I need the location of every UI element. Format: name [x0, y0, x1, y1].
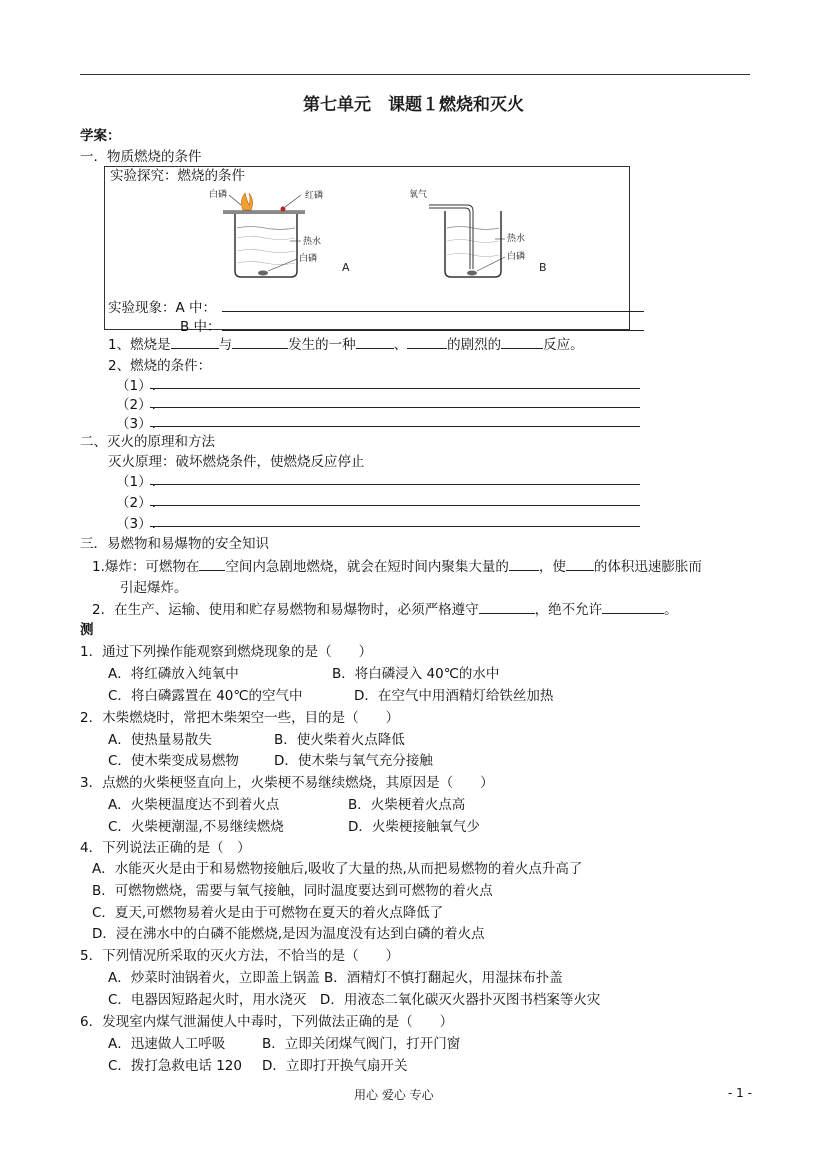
- q2-option-c[interactable]: C．使木柴变成易燃物: [108, 753, 239, 769]
- observation-b-blank[interactable]: [222, 330, 644, 331]
- q1-option-d[interactable]: D．在空气中用酒精灯给铁丝加热: [354, 688, 554, 704]
- q3-option-a[interactable]: A．火柴梗温度达不到着火点: [108, 797, 280, 813]
- q6-option-a[interactable]: A．迅速做人工呼吸: [108, 1036, 226, 1052]
- blank-forbidden[interactable]: [602, 601, 664, 614]
- method-3-label: （3）.: [116, 516, 156, 532]
- condition-2-blank[interactable]: [150, 407, 640, 408]
- label-hot-water-b: 热水: [507, 234, 526, 244]
- observation-b-label: B 中：: [180, 319, 221, 335]
- section3-heading: 三．易燃物和易爆物的安全知识: [80, 536, 269, 552]
- explosion-definition: 1.爆炸：可燃物在 空间内急剧地燃烧，就会在短时间内聚集大量的 ，使 的体积迅速膨胀而: [92, 559, 702, 575]
- section1-heading: 一．物质燃烧的条件: [80, 149, 202, 165]
- question-3-stem: 3．点燃的火柴梗竖直向上，火柴梗不易继续燃烧，其原因是（ ）: [80, 775, 494, 791]
- q4-option-b[interactable]: B．可燃物燃烧，需要与氧气接触，同时温度要达到可燃物的着火点: [92, 883, 493, 899]
- figure-a-beaker: [205, 183, 365, 283]
- condition-2-label: （2）.: [116, 397, 156, 413]
- xuean-label: 学案：: [80, 128, 121, 144]
- method-2-label: （2）.: [116, 495, 156, 511]
- label-b: B: [539, 261, 547, 274]
- observation-a-blank[interactable]: [222, 311, 644, 312]
- q6-option-d[interactable]: D．立即打开换气扇开关: [262, 1058, 408, 1074]
- blank-rules[interactable]: [479, 601, 535, 614]
- label-white-phosphorus-2: 白磷: [299, 254, 318, 264]
- figure-b-beaker: [405, 183, 565, 283]
- combustion-definition: 1、燃烧是 与 发生的一种 、 的剧烈的 反应。: [108, 337, 584, 353]
- blank-heat[interactable]: [509, 558, 539, 571]
- blank-5[interactable]: [501, 336, 543, 349]
- label-hot-water: 热水: [303, 237, 322, 247]
- question-4-stem: 4．下列说法正确的是（ ）: [80, 840, 251, 856]
- q2-option-a[interactable]: A．使热量易散失: [108, 732, 212, 748]
- q6-option-b[interactable]: B．立即关闭煤气阀门，打开门窗: [262, 1036, 461, 1052]
- condition-1-blank[interactable]: [150, 388, 640, 389]
- q4-option-d[interactable]: D．浸在沸水中的白磷不能燃烧,是因为温度没有达到白磷的着火点: [92, 926, 485, 942]
- page-title: 第七单元 课题１燃烧和灭火: [303, 95, 524, 115]
- q6-option-c[interactable]: C．拨打急救电话 120: [108, 1058, 242, 1074]
- method-2-blank[interactable]: [150, 505, 640, 506]
- blank-space[interactable]: [199, 558, 225, 571]
- q3-option-c[interactable]: C．火柴梗潮湿,不易继续燃烧: [108, 819, 284, 835]
- blank-1[interactable]: [171, 336, 219, 349]
- blank-4[interactable]: [407, 336, 447, 349]
- q3-option-b[interactable]: B．火柴梗着火点高: [348, 797, 466, 813]
- q2-option-b[interactable]: B．使火柴着火点降低: [274, 732, 405, 748]
- label-red-phosphorus: 红磷: [305, 191, 324, 201]
- label-white-phosphorus-b: 白磷: [507, 252, 526, 262]
- safety-rule: 2．在生产、运输、使用和贮存易燃物和易爆物时，必须严格遵守 ，绝不允许 。: [92, 602, 678, 618]
- label-oxygen: 氧气: [409, 190, 428, 200]
- method-1-blank[interactable]: [150, 484, 640, 485]
- method-3-blank[interactable]: [150, 526, 640, 527]
- q1-option-c[interactable]: C．将白磷露置在 40℃的空气中: [108, 688, 303, 704]
- label-white-phosphorus: 白磷: [209, 190, 228, 200]
- question-1-stem: 1．通过下列操作能观察到燃烧现象的是（ ）: [80, 644, 373, 660]
- combustion-conditions-label: 2、燃烧的条件：: [108, 358, 212, 374]
- q5-options-cd[interactable]: C．电器因短路起火时，用水浇灭 D．用液态二氧化碳灭火器扑灭图书档案等火灾: [108, 992, 601, 1008]
- q2-option-d[interactable]: D．使木柴与氧气充分接触: [274, 753, 433, 769]
- page-number: - 1 -: [728, 1086, 752, 1100]
- q1-option-b[interactable]: B．将白磷浸入 40℃的水中: [332, 666, 500, 682]
- top-rule: [80, 74, 750, 75]
- method-1-label: （1）.: [116, 474, 156, 490]
- q1-option-a[interactable]: A．将红磷放入纯氧中: [108, 666, 239, 682]
- condition-3-label: （3）.: [116, 416, 156, 432]
- blank-2[interactable]: [232, 336, 288, 349]
- footer-motto: 用心 爱心 专心: [354, 1088, 434, 1102]
- observation-a-label: 实验现象：A 中：: [108, 300, 217, 316]
- q4-option-a[interactable]: A．水能灭火是由于和易燃物接触后,吸收了大量的热,从而把易燃物的着火点升高了: [92, 861, 583, 877]
- question-2-stem: 2．木柴燃烧时，常把木柴架空一些，目的是（ ）: [80, 710, 400, 726]
- question-5-stem: 5．下列情况所采取的灭火方法，不恰当的是（ ）: [80, 948, 400, 964]
- q3-option-d[interactable]: D．火柴梗接触氧气少: [348, 819, 480, 835]
- question-6-stem: 6．发现室内煤气泄漏使人中毒时，下列做法正确的是（ ）: [80, 1014, 454, 1030]
- condition-1-label: （1）.: [116, 378, 156, 394]
- blank-3[interactable]: [356, 336, 394, 349]
- q4-option-c[interactable]: C．夏天,可燃物易着火是由于可燃物在夏天的着火点降低了: [92, 905, 444, 921]
- extinguish-principle: 灭火原理：破坏燃烧条件，使燃烧反应停止: [108, 454, 365, 470]
- section2-heading: 二、灭火的原理和方法: [80, 434, 215, 450]
- q5-options-ab[interactable]: A．炒菜时油锅着火，立即盖上锅盖 B．酒精灯不慎打翻起火，用湿抹布扑盖: [108, 970, 563, 986]
- experiment-title: 实验探究：燃烧的条件: [110, 168, 245, 184]
- label-a: A: [342, 261, 350, 274]
- test-label: 测: [80, 622, 94, 638]
- explosion-definition-end: 引起爆炸。: [120, 580, 188, 596]
- blank-gas[interactable]: [566, 558, 594, 571]
- condition-3-blank[interactable]: [150, 426, 640, 427]
